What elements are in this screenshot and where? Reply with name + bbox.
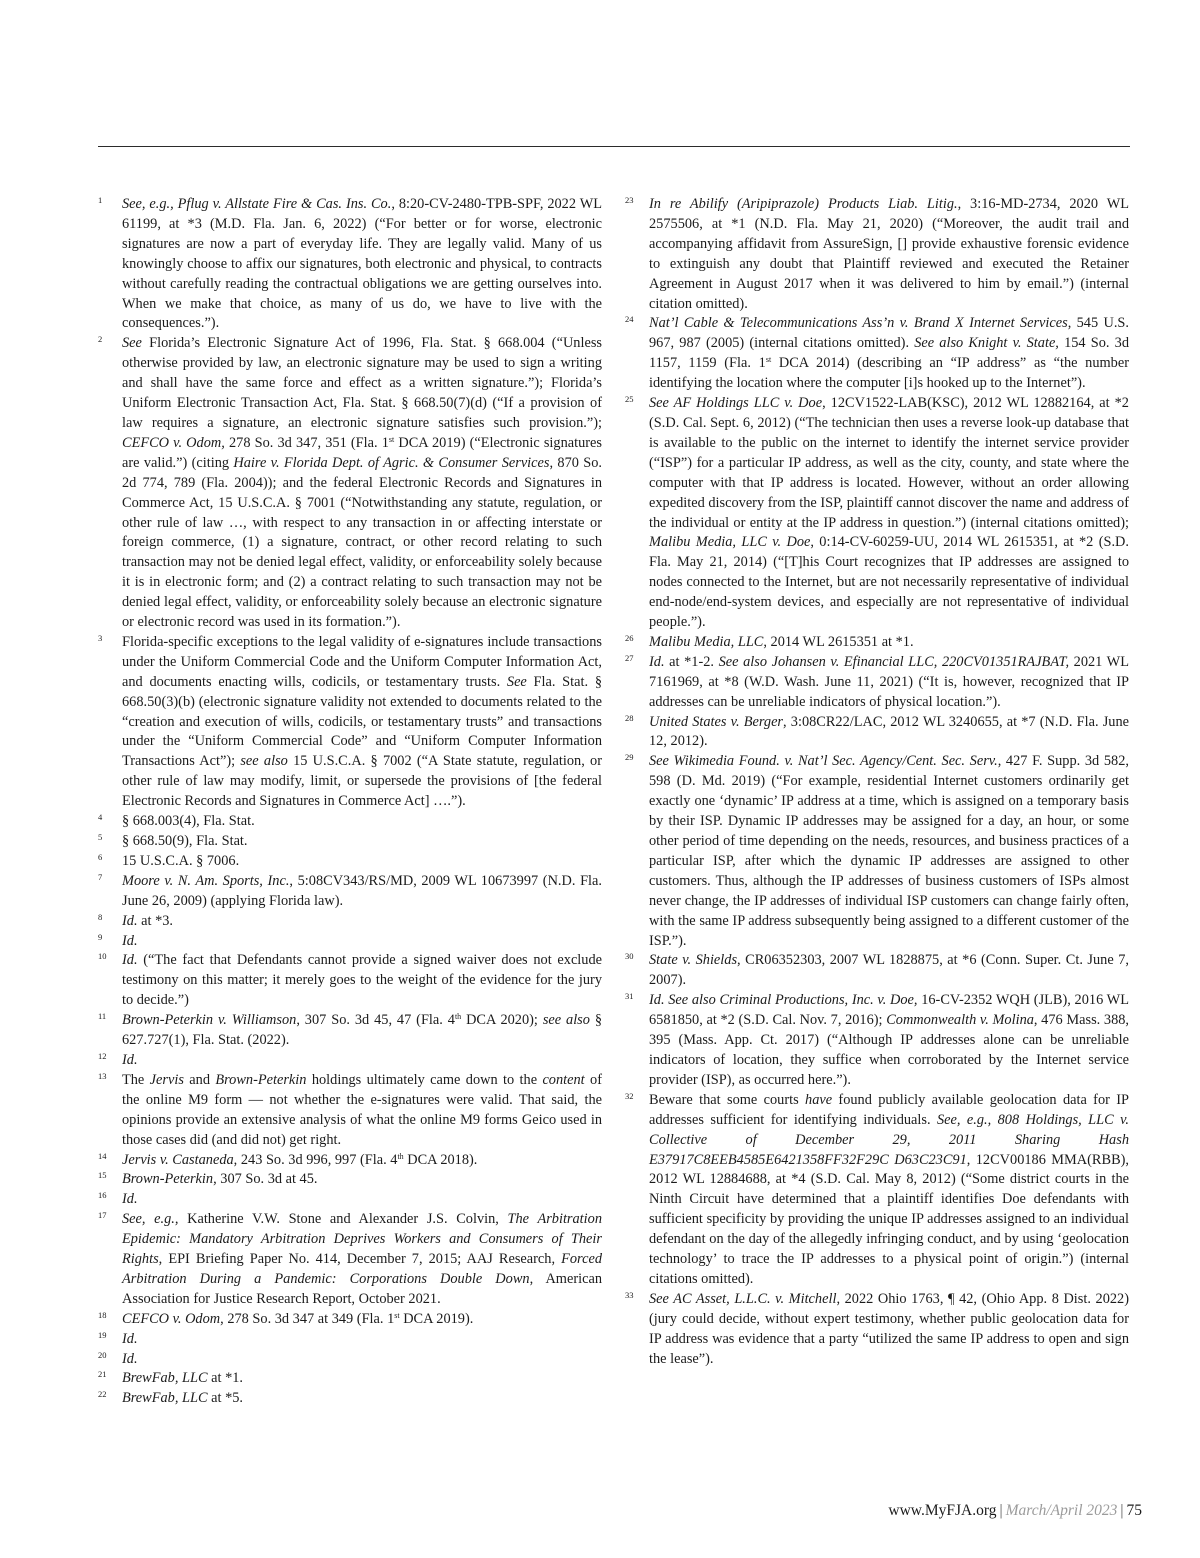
footnote-text: Id. (122, 932, 138, 949)
footnote (625, 951, 1129, 991)
footnote-number: 9 (98, 931, 103, 942)
footnote-text: See AF Holdings LLC v. Doe, 12CV1522-LAB(KSC), 2012 WL 12882164, at *2 (S.D. Cal. Sept. 6, 2012) (“The technician then uses a reverse look-up database that is available to the public on the internet to identify the internet service provider (“ISP”) for a particular IP address, as well as the city, county, and state where the computer with that IP address is located. However, without an order allowing expedited discovery from the ISP, plaintiff cannot discover the name and address of the individual or entity at the IP address in question.”) (internal citations omitted); Malibu Media, LLC v. Doe, 0:14-CV-60259-UU, 2014 WL 2615351, at *2 (S.D. Fla. May 21, 2014) (“[T]his Court recognizes that IP addresses are assigned to nodes connected to the Internet, but are not necessarily representative of individual end-node/end-system devices, and especially are not representative of individual people.”). (649, 395, 1129, 631)
footnote (98, 1389, 602, 1409)
footnote-number: 33 (625, 1289, 634, 1300)
footnote-number: 15 (98, 1170, 107, 1181)
footnote-text: In re Abilify (Aripiprazole) Products Liab. Litig., 3:16-MD-2734, 2020 WL 2575506, at *1 (N.D. Fla. May 21, 2020) (“Moreover, the audit trail and accompanying affidavit from AssureSign, [] provide exhaustive forensic evidence to extinguish any doubt that Plaintiff reviewed and executed the Retainer Agreement in August 2017 when it was delivered to him by email.”) (internal citation omitted). (649, 196, 1129, 312)
footnote-number: 30 (625, 951, 634, 962)
footnote (625, 314, 1129, 394)
footnote-text: Id. (122, 1051, 138, 1068)
footnote-text: 15 U.S.C.A. § 7006. (122, 852, 240, 869)
footnote (98, 1190, 602, 1210)
footnote (625, 394, 1129, 633)
footnote (625, 1091, 1129, 1290)
footnote-number: 7 (98, 871, 103, 882)
footnote-number: 8 (98, 911, 103, 922)
footnote-number: 19 (98, 1329, 107, 1340)
footnote-number: 5 (98, 832, 103, 842)
footnote (625, 195, 1129, 314)
footnote-number: 22 (98, 1389, 107, 1400)
footnote-number: 13 (98, 1070, 107, 1081)
footnote-number: 12 (98, 1050, 107, 1061)
footnote-text: CEFCO v. Odom, 278 So. 3d 347 at 349 (Fla. 1st DCA 2019). (122, 1310, 474, 1327)
footnote-text: Florida-specific exceptions to the legal validity of e-signatures include transactions under the Uniform Commercial Code and the Uniform Computer Information Act, and documents enacting wills, codicils, or testamentary trusts. See Fla. Stat. § 668.50(3)(b) (electronic signature validity not extended to documents related to the “creation and execution of wills, codicils, or testamentary trusts” and transactions under the “Uniform Commercial Code” and “Uniform Computer Information Transactions Act”); see also 15 U.S.C.A. § 7002 (“A State statute, regulation, or other rule of law may modify, limit, or supersede the provisions of [the federal Electronic Records and Signatures in Commerce Act] ….”). (122, 633, 603, 810)
footer-website[interactable]: www.MyFJA.org (888, 1502, 997, 1519)
footnote-number: 32 (625, 1090, 634, 1101)
footnote-number: 16 (98, 1190, 107, 1201)
footnote-text: Id. (122, 1330, 138, 1347)
footnote-text: Nat’l Cable & Telecommunications Ass’n v. Brand X Internet Services, 545 U.S. 967, 987 (2005) (internal citations omitted). See also Knight v. State, 154 So. 3d 1157, 1159 (Fla. 1st DCA 2014) (describing an “IP address” as “the number identifying the location where the computer [i]s hooked up to the Internet”). (649, 315, 1129, 392)
footnote-text: See, e.g., Katherine V.W. Stone and Alexander J.S. Colvin, The Arbitration Epidemic: Mandatory Arbitration Deprives Workers and Consumers of Their Rights, EPI Briefing Paper No. 414, December 7, 2015; AAJ Research, Forced Arbitration During a Pandemic: Corporations Double Down, American Association for Justice Research Report, October 2021. (122, 1211, 602, 1307)
footnote-number: 26 (625, 632, 634, 643)
footnote (98, 1210, 602, 1310)
footnote (625, 991, 1129, 1091)
footer-separator: | (999, 1502, 1003, 1519)
footnote-number: 28 (625, 712, 634, 723)
footnote-number: 24 (625, 314, 634, 325)
footnote (98, 1151, 602, 1171)
footnote-text: BrewFab, LLC at *1. (122, 1370, 244, 1387)
footnote-text: See AC Asset, L.L.C. v. Mitchell, 2022 Ohio 1763, ¶ 42, (Ohio App. 8 Dist. 2022) (jury could decide, without expert testimony, whether public geolocation data for IP address was evidence that a party “utilized the same IP address to open and sign the lease”). (649, 1290, 1129, 1367)
footnote-text: Id. (“The fact that Defendants cannot provide a signed waiver does not exclude testimony on this matter; it merely goes to the weight of the evidence for the jury to decide.”) (122, 952, 602, 1009)
footnotes-right-column (625, 195, 1129, 1369)
footnote-text: The Jervis and Brown-Peterkin holdings ultimately came down to the content of the online M9 form — not whether the e-signatures were valid. That said, the opinions provide an extensive analysis of what the online M9 forms Geico used in those cases did (and did not) get right. (122, 1071, 602, 1148)
footer-separator: | (1120, 1502, 1124, 1519)
footnote-text: Jervis v. Castaneda, 243 So. 3d 996, 997 (Fla. 4th DCA 2018). (122, 1151, 478, 1168)
page-number: 75 (1126, 1502, 1142, 1519)
footnote (98, 1051, 602, 1071)
footnote (98, 195, 602, 334)
footnote-text: Brown-Peterkin, 307 So. 3d at 45. (122, 1171, 318, 1188)
footnote-number: 20 (98, 1349, 107, 1360)
footnote-text: Beware that some courts have found publicly available geolocation data for IP addresses sufficient for identifying individuals. See, e.g., 808 Holdings, LLC v. Collective of December 29, 2011 Sharing Hash E37917C8EEB4585E6421358FF32F29C D63C23C91, 12CV00186 MMA(RBB), 2012 WL 12884688, at *4 (S.D. Cal. May 8, 2012) (“Some district courts in the Ninth Circuit have determined that a plaintiff identifies Doe defendants with sufficient specificity by providing the unique IP addresses assigned to an individual defendant on the day of the allegedly infringing conduct, and by using ‘geolocation technology’ to trace the IP addresses to a physical point of origin.”) (internal citations omitted). (649, 1091, 1130, 1287)
footnote (625, 1290, 1129, 1370)
footnote (98, 872, 602, 912)
footnote-text: Malibu Media, LLC, 2014 WL 2615351 at *1. (649, 633, 914, 650)
footnote-number: 27 (625, 652, 634, 663)
footnote-number: 14 (98, 1150, 107, 1161)
footnote-number: 31 (625, 991, 634, 1002)
footnote-number: 21 (98, 1369, 107, 1380)
page-footer (888, 1502, 1142, 1520)
footnote (625, 653, 1129, 713)
footnote-number: 17 (98, 1210, 107, 1221)
footnote-number: 1 (98, 195, 103, 205)
footnote (98, 1170, 602, 1190)
footnote (98, 832, 602, 852)
footnote-number: 10 (98, 951, 107, 962)
header-rule (98, 146, 1130, 147)
footnote-number: 2 (98, 334, 103, 345)
footnote (98, 951, 602, 1011)
footnotes-left-column (98, 195, 602, 1409)
footnote (98, 812, 602, 832)
footnote (98, 334, 602, 633)
footnote-text: Id. at *1-2. See also Johansen v. Efinancial LLC, 220CV01351RAJBAT, 2021 WL 7161969, at *8 (W.D. Wash. June 11, 2021) (“It is, however, recognized that IP addresses can be unreliable indicators of physical location.”). (649, 653, 1129, 710)
footnote-number: 29 (625, 752, 634, 763)
footnote (625, 752, 1129, 951)
footnote-text: See Wikimedia Found. v. Nat’l Sec. Agency/Cent. Sec. Serv., 427 F. Supp. 3d 582, 598 (D. Md. 2019) (“For example, residential Internet customers ordinarily get exactly one ‘dynamic’ IP address at a time, which is assigned on a temporary basis by their ISP. Dynamic IP addresses may be assigned for a day, an hour, or some other period of time depending on the needs, resources, and business practices of a particular ISP, after which the dynamic IP addresses are assigned to other customers. Thus, although the IP addresses of business customers of ISPs almost never change, the IP addresses of individual ISP customers can change fairly often, with the same IP address subsequently being assigned to a different customer of the ISP.”). (649, 753, 1129, 949)
footnote (98, 1011, 602, 1051)
footnote (98, 1071, 602, 1151)
footnote (98, 932, 602, 952)
footnote-text: § 668.50(9), Fla. Stat. (122, 833, 248, 849)
footnote-text: Moore v. N. Am. Sports, Inc., 5:08CV343/RS/MD, 2009 WL 10673997 (N.D. Fla. June 26, 2009) (applying Florida law). (122, 872, 602, 909)
footnote-number: 3 (98, 632, 103, 643)
footnote-number: 4 (98, 812, 103, 823)
footnote-text: See Florida’s Electronic Signature Act of 1996, Fla. Stat. § 668.004 (“Unless otherwise provided by law, an electronic signature may be used to sign a writing and shall have the same force and effect as a written signature.”); Florida’s Uniform Electronic Transaction Act, Fla. Stat. § 668.50(7)(d) (“If a provision of law requires a signature, an electronic signature satisfies such provision.”); CEFCO v. Odom, 278 So. 3d 347, 351 (Fla. 1st DCA 2019) (“Electronic signatures are valid.”) (citing Haire v. Florida Dept. of Agric. & Consumer Services, 870 So. 2d 774, 789 (Fla. 2004)); and the federal Electronic Records and Signatures in Commerce Act, 15 U.S.C.A. § 7001 (“Notwithstanding any statute, regulation, or other rule of law …, with respect to any transaction in or affecting interstate or foreign commerce, (1) a signature, contract, or other record relating to such transaction may not be denied legal effect, validity, or enforceability solely because it is in electronic form; and (2) a contract relating to such transaction may not be denied legal effect, validity, or enforceability solely because an electronic signature or electronic record was used in its formation.”). (122, 335, 602, 631)
footnote (98, 912, 602, 932)
footnote-number: 25 (625, 394, 634, 405)
footnote-text: Id. (122, 1350, 138, 1367)
footnote-text: United States v. Berger, 3:08CR22/LAC, 2012 WL 3240655, at *7 (N.D. Fla. June 12, 2012). (649, 713, 1130, 750)
footnote-text: Id. at *3. (122, 912, 174, 929)
footnote-number: 23 (625, 195, 634, 205)
footnote-text: Brown-Peterkin v. Williamson, 307 So. 3d 45, 47 (Fla. 4th DCA 2020); see also § 627.727(1), Fla. Stat. (2022). (122, 1012, 603, 1049)
footer-issue: March/April 2023 (1005, 1502, 1118, 1519)
footnote (98, 852, 602, 872)
footnote-text: BrewFab, LLC at *5. (122, 1390, 244, 1407)
footnote (98, 1369, 602, 1389)
footnote-text: See, e.g., Pflug v. Allstate Fire & Cas. Ins. Co., 8:20-CV-2480-TPB-SPF, 2022 WL 61199, at *3 (M.D. Fla. Jan. 6, 2022) (“For better or for worse, electronic signatures are now a part of everyday life. They are legally valid. Many of us knowingly choose to affix our signatures, both electronic and physical, to contracts without carefully reading the contractual obligations we are getting ourselves into. When we make that choice, as many of us do, we have to live with the consequences.”). (122, 196, 602, 332)
footnote-number: 6 (98, 851, 103, 862)
footnote-text: Id. (122, 1191, 138, 1208)
footnote-number: 18 (98, 1309, 107, 1320)
footnote (625, 713, 1129, 753)
footnote-text: § 668.003(4), Fla. Stat. (122, 813, 255, 830)
footnote-text: Id. See also Criminal Productions, Inc. v. Doe, 16-CV-2352 WQH (JLB), 2016 WL 6581850, at *2 (S.D. Cal. Nov. 7, 2016); Commonwealth v. Molina, 476 Mass. 388, 395 (Mass. App. Ct. 2017) (“Although IP addresses alone can be unreliable indicators of location, they suffice when corroborated by the Internet service provider (ISP), as occurred here.”). (649, 992, 1130, 1088)
footnote (625, 633, 1129, 653)
footnote (98, 633, 602, 812)
footnote (98, 1330, 602, 1350)
footnote (98, 1350, 602, 1370)
footnote-number: 11 (98, 1011, 107, 1022)
footnote (98, 1310, 602, 1330)
footnote-text: State v. Shields, CR06352303, 2007 WL 1828875, at *6 (Conn. Super. Ct. June 7, 2007). (649, 952, 1129, 989)
